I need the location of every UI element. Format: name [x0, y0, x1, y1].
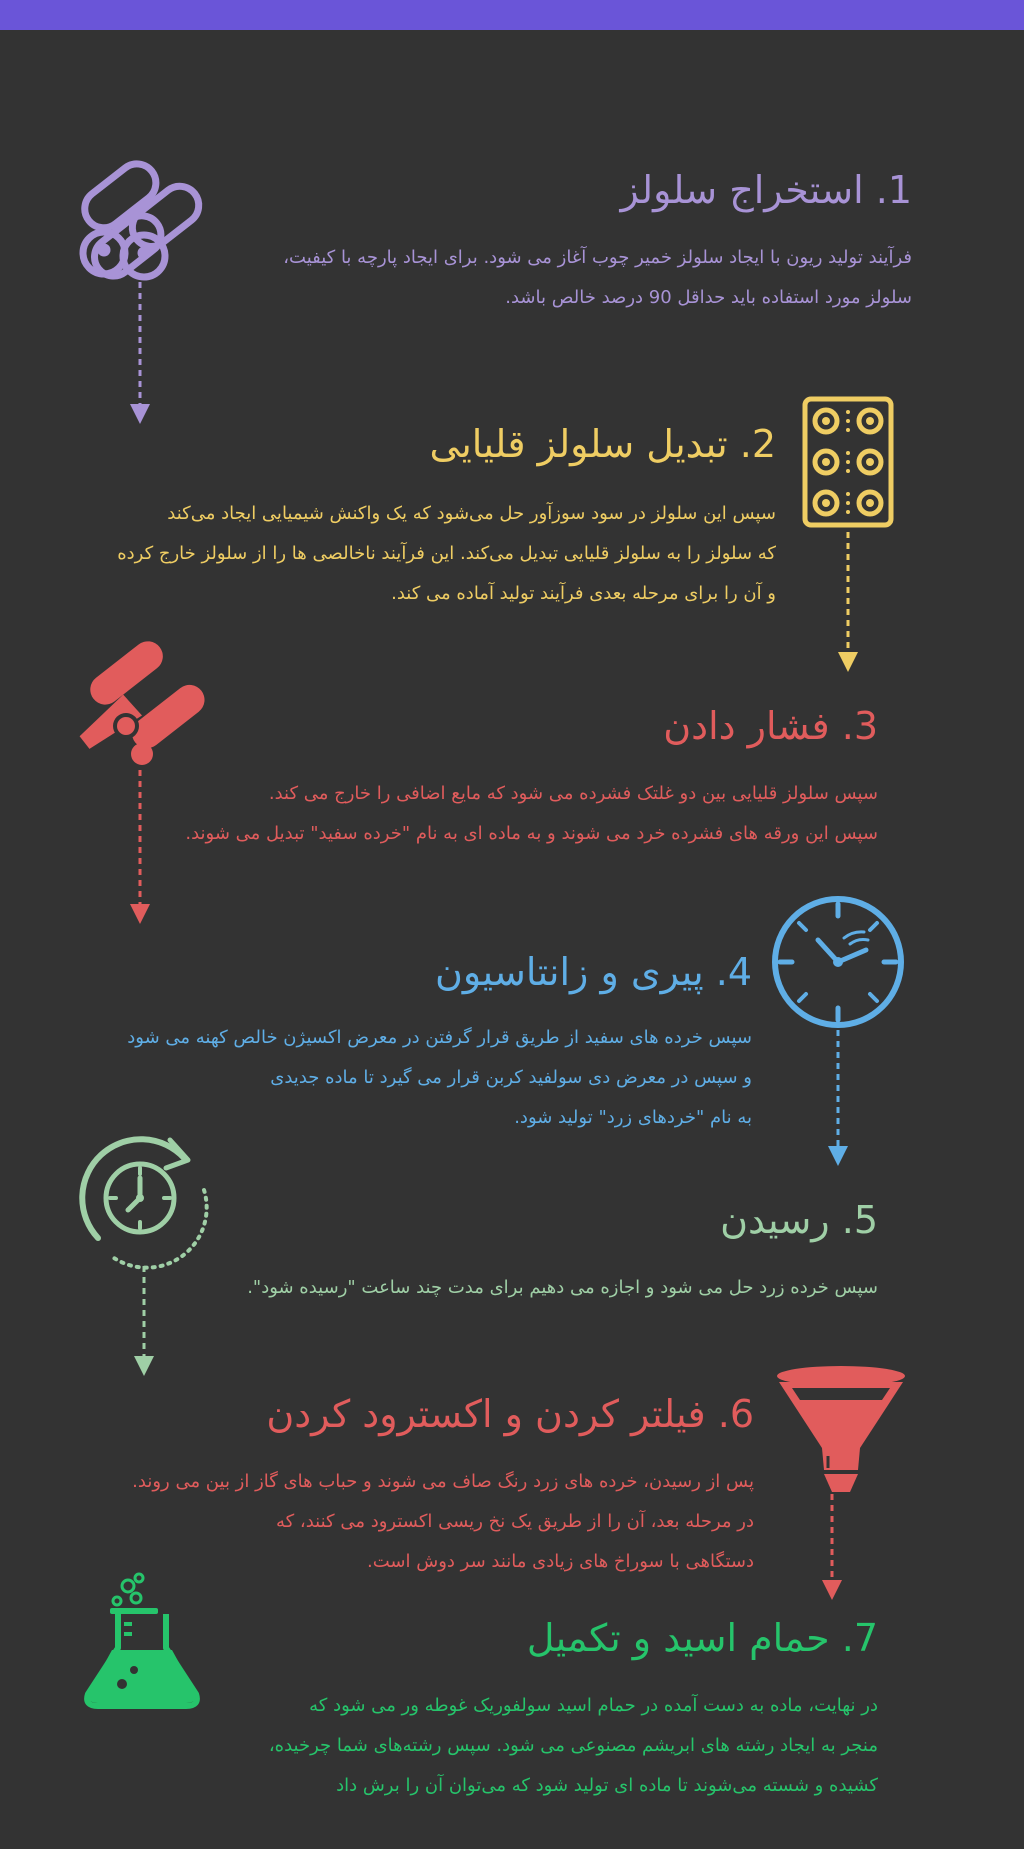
step3-line: سپس این ورقه های فشرده خرد می شوند و به ماده ای به نام "خرده سفید" تبدیل می شوند.	[185, 823, 878, 844]
step7-line: در نهایت، ماده به دست آمده در حمام اسید سولفوریک غوطه ور می شود که	[309, 1695, 878, 1716]
step7-title: 7. حمام اسید و تکمیل	[526, 1616, 878, 1660]
step6-title: 6. فیلتر کردن و اکسترود کردن	[266, 1392, 754, 1436]
step5-line: سپس خرده زرد حل می شود و اجازه می دهیم برای مدت چند ساعت "رسیده شود".	[247, 1277, 878, 1298]
step2-line: و آن را برای مرحله بعدی فرآیند تولید آماده می کند.	[391, 583, 776, 604]
clock-icon	[770, 894, 906, 1030]
step1-line: سلولز مورد استفاده باید حداقل 90 درصد خالص باشد.	[505, 287, 912, 308]
step3-line: سپس سلولز قلیایی بین دو غلتک فشرده می شود که مایع اضافی را خارج می کند.	[268, 783, 878, 804]
step2-connector-arrow	[836, 532, 860, 676]
step6-connector-arrow	[820, 1494, 844, 1606]
pressing-rollers-icon	[74, 640, 214, 770]
step7-line: کشیده و شسته می‌شوند تا ماده ای تولید شود که می‌توان آن را برش داد	[336, 1775, 878, 1796]
step5-connector-arrow	[132, 1266, 156, 1380]
step1-line: فرآیند تولید ریون با ایجاد سلولز خمیر چوب آغاز می شود. برای ایجاد پارچه با کیفیت،	[283, 247, 912, 268]
step1-connector-arrow	[128, 282, 152, 426]
step2-title: 2. تبدیل سلولز قلیایی	[429, 422, 776, 466]
step5-title: 5. رسیدن	[720, 1198, 878, 1242]
step6-line: در مرحله بعد، آن را از طریق یک نخ ریسی اکسترود می کنند، که	[275, 1511, 754, 1532]
step1-body	[283, 238, 912, 318]
flask-icon	[84, 1572, 200, 1708]
step4-title: 4. پیری و زانتاسیون	[435, 950, 752, 994]
step4-body	[127, 1018, 752, 1138]
step2-line: که سلولز را به سلولز قلیایی تبدیل می‌کند. این فرآیند ناخالصی ها را از سلولز خارج کرده	[117, 543, 776, 564]
step5-body	[247, 1268, 878, 1308]
step2-body	[117, 494, 776, 614]
step3-body	[185, 774, 878, 854]
step6-line: پس از رسیدن، خرده های زرد رنگ صاف می شوند و حباب های گاز از بین می روند.	[132, 1471, 754, 1492]
step2-line: سپس این سلولز در سود سوزآور حل می‌شود که یک واکنش شیمیایی ایجاد می‌کند	[167, 503, 776, 524]
step3-title: 3. فشار دادن	[663, 704, 878, 748]
step4-line: سپس خرده های سفید از طریق قرار گرفتن در معرض اکسیژن خالص کهنه می شود	[127, 1027, 752, 1048]
step7-body	[269, 1686, 878, 1806]
step4-line: و سپس در معرض دی سولفید کربن قرار می گیرد تا ماده جدیدی	[270, 1067, 752, 1088]
step1-title: 1. استخراج سلولز	[620, 168, 912, 212]
step6-body	[132, 1462, 754, 1582]
alkali-tray-icon	[802, 396, 894, 528]
cellulose-rolls-icon	[76, 158, 211, 283]
step4-line: به نام "خردهای زرد" تولید شود.	[514, 1107, 752, 1128]
step3-connector-arrow	[128, 770, 152, 930]
top-banner-bar	[0, 0, 1024, 30]
timer-icon	[74, 1132, 210, 1262]
step7-line: منجر به ایجاد رشته های ابریشم مصنوعی می شود. سپس رشته‌های شما چرخیده،	[268, 1735, 878, 1756]
funnel-icon	[774, 1364, 908, 1498]
step4-connector-arrow	[826, 1030, 850, 1172]
step6-line: دستگاهی با سوراخ های زیادی مانند سر دوش است.	[367, 1551, 754, 1572]
